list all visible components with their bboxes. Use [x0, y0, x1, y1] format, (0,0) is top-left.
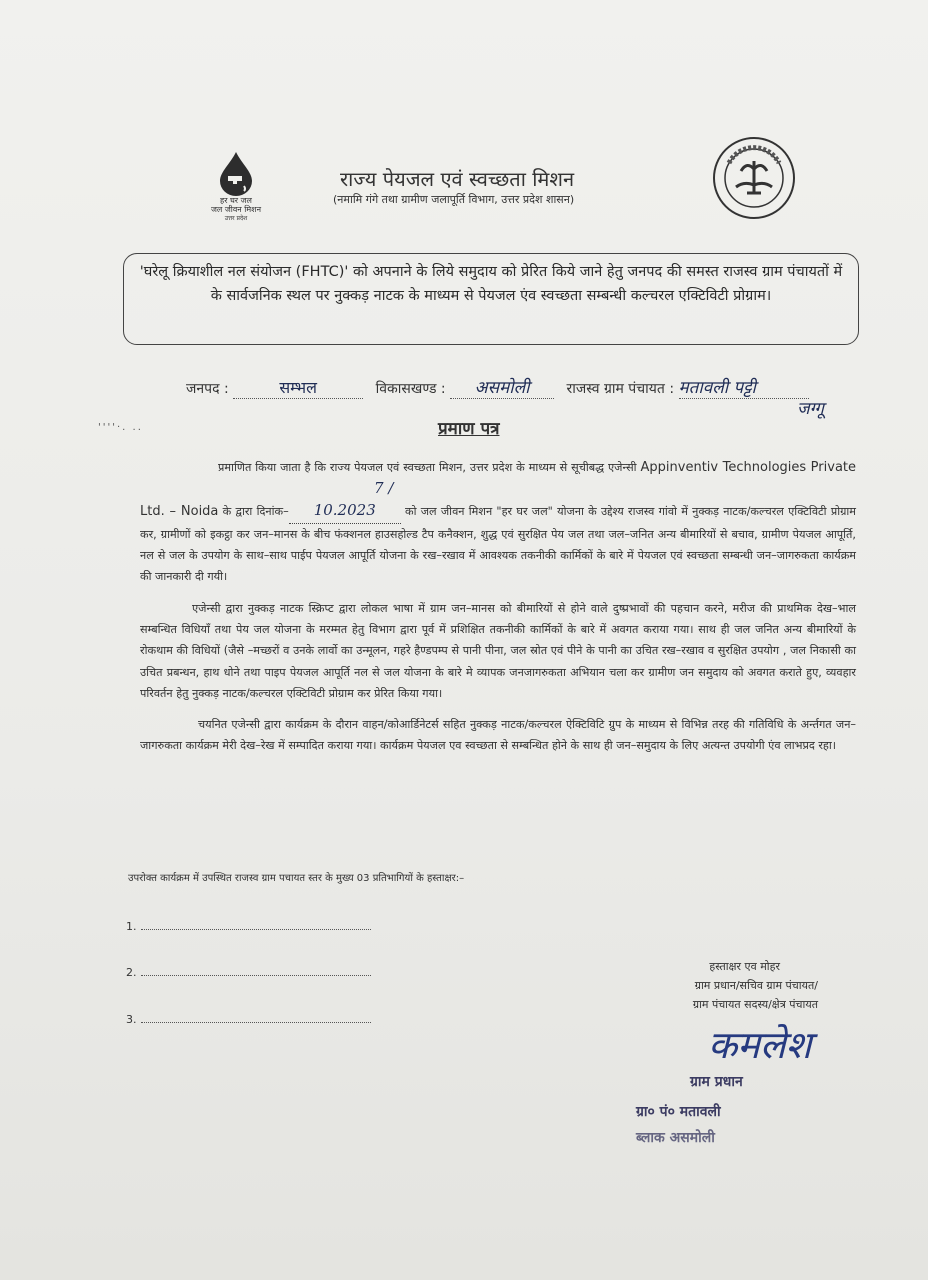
certificate-paragraph-3: चयनित एजेन्सी द्वारा कार्यक्रम के दौरान वाहन/कोआर्डिनेटर्स सहित नुक्कड़ नाटक/कल्चरल ऐक्टिविटि ग्रुप के माध्यम से विभिन्न तरह की गतिविधि के अर्न्तगत जन–जागरुकता कार्यक्रम मेरी देख–रेख में सम्पादित कराया गया। कार्यक्रम पेयजल एव स्वच्छता से सम्बन्धित होने के साथ ही जन–समुदाय के लिए अत्यन्त उपयोगी एंव लाभप्रद रहा। — [140, 718, 856, 753]
logo-text-3: उत्तर प्रदेश — [224, 215, 248, 222]
sign-and-seal-label: हस्ताक्षर एव मोहर — [709, 960, 780, 973]
panchayat-value-line2: जग्गू — [797, 399, 824, 419]
har-ghar-jal-logo — [196, 150, 276, 230]
participant-line-2-number: 2. — [126, 966, 137, 979]
participant-signature-1 — [126, 920, 371, 933]
banner-text: 'घरेलू क्रियाशील नल संयोजन (FHTC)' को अपनाने के लिये समुदाय को प्रेरित किये जाने हेतु जनपद की समस्त राजस्व ग्राम पंचायतों में के सार्वजनिक स्थल पर नुक्कड़ नाटक के माध्यम से पेयजल एंव स्वच्छता सम्बन्धी कल्चरल एक्टिविटी प्रोग्राम। — [139, 264, 843, 304]
agency-name: Appinventiv Technologies Private Ltd. – Noida — [140, 460, 857, 520]
certificate-title: प्रमाण पत्र — [438, 419, 500, 439]
signature-line-1 — [141, 929, 371, 930]
program-banner — [123, 253, 859, 345]
pradhan-secretary-label: ग्राम प्रधान/सचिव ग्राम पंचायत/ — [694, 979, 818, 992]
block-field — [450, 375, 554, 399]
participants-note: उपरोक्त कार्यक्रम में उपस्थित राजस्व ग्राम पचायत स्तर के मुख्य 03 प्रतिभागियों के हस्ताक्षर:– — [128, 873, 465, 884]
mission-title: राज्य पेयजल एवं स्वच्छता मिशन — [340, 167, 575, 191]
program-date: 7 / 10.2023 — [313, 479, 394, 520]
margin-marks: ''''·. .. — [98, 422, 143, 433]
para1-part3: को जल जीवन मिशन "हर घर जल" योजना के उद्देश्य राजस्व गांवो में नुक्कड़ नाटक/कल्चरल एक्टिविटी प्रोग्राम कर, ग्रामीणों को इकट्ठा कर जन–मानस के बीच फंक्शनल हाउसहोल्ड टैप कनैक्शन, शुद्ध एवं सुरक्षित पेय जल तथा जल–जनित अन्य बीमारियों से बचाव, ग्रामीण पेयजल आपूर्ति, नल से जल के उपयोग के साथ–साथ पाईप पेयजल आपूर्ति योजना के रख–रखाव में आवश्यक तकनीकी कार्मिकों के बारे में पेयजल एवं स्वच्छता सम्बन्धी जन–जागरुकता कार्यक्रम की जानकारी दी गयी। — [140, 505, 857, 584]
signature-line-3 — [141, 1022, 371, 1023]
panchayat-label: राजस्व ग्राम पंचायत : — [566, 381, 675, 397]
certificate-paragraph-2: एजेन्सी द्वारा नुक्कड़ नाटक स्क्रिप्ट द्वारा लोकल भाषा में ग्राम जन–मानस को बीमारियों से होने वाले दुष्प्रभावों की पहचान करने, मरीज की प्राथमिक देख–भाल सम्बन्धित विधियाँ तथा पेय जल योजना के मरम्मत हेतु विभाग द्वारा पूर्व में प्रशिक्षित तकनीकी कार्मिकों के बारे में अवगत कराया गया। साथ ही जल जनित अन्य बीमारियों के रोकथाम की विधियों (जैसे –मच्छरों व उनके लार्वो का उन्मूलन, गहरे हैण्डपम्प से पानी पीना, जल स्रोत एवं पीने के पानी का उचित रख–रखाव व सुरक्षित उपयोग , जल निकासी का उचित प्रबन्धन, हाथ धोने तथा पाइप पेयजल आपूर्ति नल से जल योजना के बारे मे व्यापक जनजागरुकता अभियान चला कर ग्रामीण जन समुदाय को अवगत कराते हुए, व्यवहार परिवर्तन हेतु नुक्कड़ नाटक/कल्चरल एक्टिविटी प्रोग्राम कर प्रेरित किया गया। — [140, 602, 856, 700]
certificate-paragraph-1 — [140, 457, 856, 587]
panchayat-member-label: ग्राम पंचायत सदस्य/क्षेत्र पंचायत — [692, 998, 818, 1011]
panchayat-field — [679, 375, 809, 399]
water-drop-icon — [214, 150, 258, 196]
signature-line-2 — [141, 975, 371, 976]
date-field — [289, 478, 401, 523]
participant-signature-3 — [126, 1013, 371, 1026]
logo-text-2: जल जीवन मिशन — [210, 205, 262, 214]
emblem-icon — [711, 135, 797, 221]
participant-line-3-number: 3. — [126, 1013, 137, 1026]
participant-line-1-number: 1. — [126, 920, 137, 933]
block-value: असमोली — [474, 378, 530, 398]
mission-subtitle: (नमामि गंगे तथा ग्रामीण जलापूर्ति विभाग, उत्तर प्रदेश शासन) — [333, 193, 575, 206]
district-field — [233, 376, 363, 399]
panchayat-value: मतावली पट्टी — [678, 378, 756, 398]
stamp-line-1: ग्राम प्रधान — [690, 1074, 743, 1090]
district-value: सम्भल — [279, 378, 318, 397]
para1-part1: प्रमाणित किया जाता है कि राज्य पेयजल एवं स्वच्छता मिशन, उत्तर प्रदेश के माध्यम से सूचीबद्ध एजेन्सी — [218, 461, 637, 474]
block-label: विकासखण्ड : — [375, 381, 446, 397]
para1-part2: के द्वारा दिनांक– — [222, 505, 289, 519]
district-label: जनपद : — [186, 381, 229, 397]
participant-signature-2 — [126, 966, 371, 979]
logo-text-1: हर घर जल — [220, 196, 252, 205]
handwritten-signature: कमलेश — [708, 1023, 812, 1067]
stamp-line-2: ग्रा० पं० मतावली — [636, 1104, 721, 1120]
signature-block — [588, 957, 818, 1014]
stamp-line-3: ब्लाक असमोली — [636, 1130, 715, 1146]
up-government-emblem — [711, 135, 797, 221]
